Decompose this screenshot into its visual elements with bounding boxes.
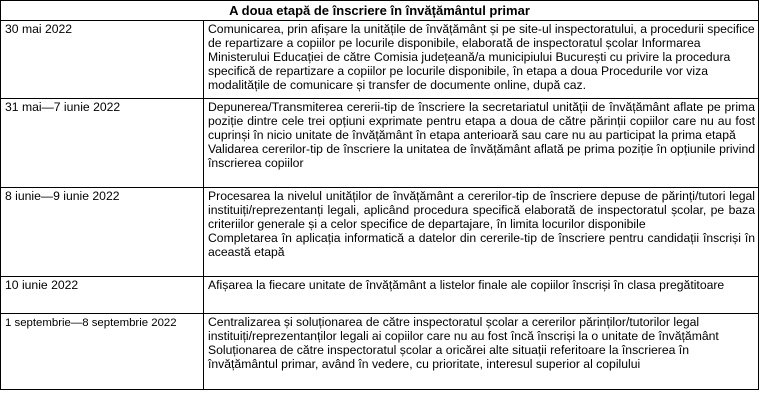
date-cell [1, 21, 204, 99]
table-row [1, 188, 759, 277]
date-text: 1 septembrie—8 septembrie 2022 [5, 317, 177, 329]
date-text: 10 iunie 2022 [5, 278, 79, 292]
description-paragraph: Validarea cererilor-tip de înscriere la unitatea de învățământ aflată pe prima poziție în opțiunile privind înscrierea copiilor [208, 142, 755, 170]
description-paragraph: Centralizarea și soluționarea de către inspectoratul școlar a cererilor părinților/tutorilor legal instituiți/reprezentanților legali ai copiilor care nu au fost încă înscriși la o unitate de învățământ [208, 315, 719, 343]
description-cell [204, 21, 759, 99]
date-cell [1, 314, 204, 390]
description-paragraph: Depunerea/Transmiterea cererii-tip de înscriere la secretariatul unității de învățământ aflate pe prima poziție dintre cele trei opțiuni exprimate pentru etapa a doua de către părinții copiilor care nu au fost cuprinși în nicio unitate de învățământ în etapa anterioară sau care nu au participat la prima etapă [208, 100, 755, 142]
description-paragraph: Procesarea la nivelul unităților de învățământ a cererilor-tip de înscriere depuse de părinți/tutori legal instituiți/reprezentanți legali, aplicând procedura specifică elaborată de inspectoratul școlar, pe baza criteriilor generale și a celor specifice de departajare, în limita locurilor disponibile [208, 189, 755, 231]
date-cell [1, 188, 204, 277]
description-paragraph: Afișarea la fiecare unitate de învățământ a listelor finale ale copiilor înscriși în clasa pregătitoare [208, 278, 725, 292]
description-paragraph: Comunicarea, prin afișare la unitățile de învățământ și pe site-ul inspectoratului, a procedurii specifice de repartizare a copiilor pe locurile disponibile, elaborată de inspectoratul școlar Informarea Ministerului Educației de către Comisia județeană/a municipiului București cu privire la procedura specifică de repartizare a copiilor pe locurile disponibile, în etapa a doua Procedurile vor viza modalitățile de comunicare și transfer de documente online, după caz. [208, 22, 755, 92]
table-row [1, 99, 759, 188]
description-paragraph: Soluționarea de către inspectoratul școlar a oricărei alte situații referitoare la înscrierea în învățământul primar, având în vedere, cu prioritate, interesul superior al copilului [208, 343, 689, 371]
table-row [1, 314, 759, 390]
description-cell [204, 99, 759, 188]
date-text: 8 iunie—9 iunie 2022 [5, 189, 120, 203]
date-text: 31 mai—7 iunie 2022 [5, 100, 121, 114]
description-cell [204, 188, 759, 277]
description-paragraph: Completarea în aplicația informatică a datelor din cererile-tip de înscriere pentru candidații înscriși în această etapă [208, 231, 755, 259]
table-header-row [1, 1, 759, 21]
date-text: 30 mai 2022 [5, 22, 73, 36]
description-cell [204, 277, 759, 314]
date-cell [1, 99, 204, 188]
table-row [1, 277, 759, 314]
date-cell [1, 277, 204, 314]
table-title: A doua etapă de înscriere în învățământul primar [1, 1, 759, 21]
description-cell [204, 314, 759, 390]
table-row [1, 21, 759, 99]
